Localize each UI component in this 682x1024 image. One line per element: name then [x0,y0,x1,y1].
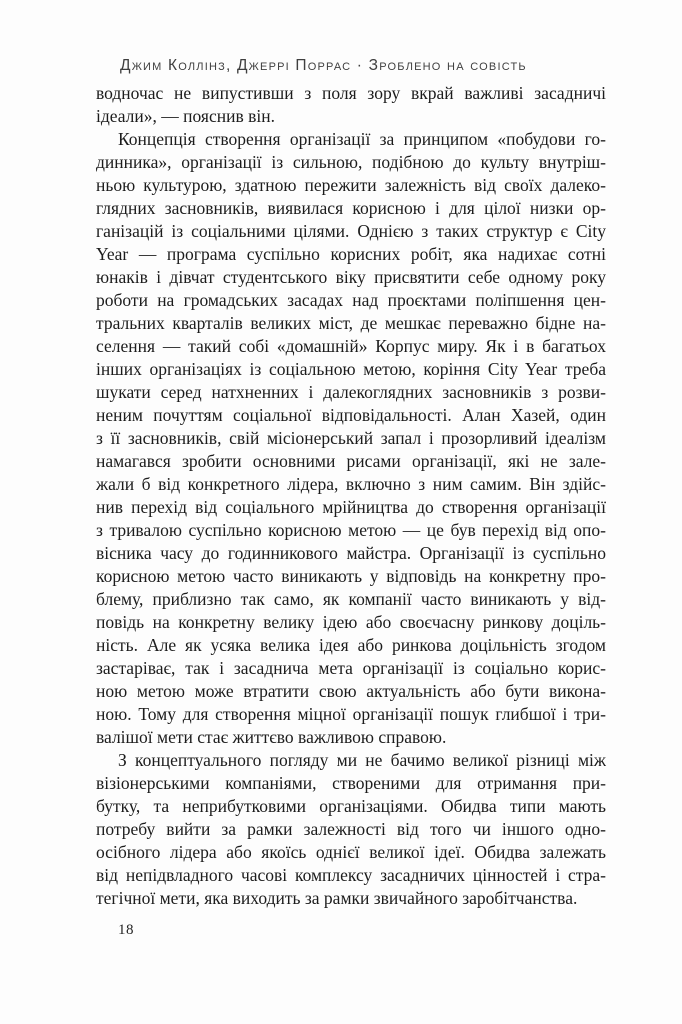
page-number: 18 [118,922,134,938]
text-line: ідеали», — пояснив він. [96,106,275,126]
paragraph [96,749,606,910]
text-line: з її засновників, свій місіонерський запал і прозорливий ідеалізм [96,428,606,448]
text-line: ність. Але як усяка велика ідея або ринкова доцільність згодом [96,635,606,655]
text-line: динника», організації із сильною, подібною до культу внутріш- [96,152,606,172]
text-line: ньою культурою, здатною пережити залежність від своїх далеко- [96,175,606,195]
text-line: валішої мети стає життєво важливою справою. [96,727,447,747]
text-line: жали б від конкретного лідера, включно з ним самим. Він здійс- [96,474,606,494]
text-line: з тривалою суспільно корисною метою — це був перехід від опо- [96,520,606,540]
text-line: ною метою може втратити свою актуальність або бути викона- [96,681,606,701]
text-line: осібного лідера або якоїсь однієї великої ідеї. Обидва залежать [96,842,606,862]
text-line: Year — програма суспільно корисних робіт, яка надихає сотні [96,244,606,264]
text-line: бутку, та неприбутковими організаціями. Обидва типи мають [96,796,606,816]
text-line: роботи на громадських засадах над проєктами поліпшення цен- [96,290,606,310]
text-line: повідь на конкретну велику ідею або своєчасну ринкову доціль- [96,612,606,632]
text-line: водночас не випустивши з поля зору вкрай важливі засадничі [96,83,606,103]
text-line: від непідвладного часові комплексу засадничих цінностей і стра- [96,865,606,885]
text-line: блему, приблизно так само, як компанії часто виникають у від- [96,589,606,609]
text-line: неним почуттям соціальної відповідальності. Алан Хазей, один [96,405,606,425]
text-line: потребу вийти за рамки залежності від того чи іншого одно- [96,819,606,839]
text-line: корисною метою часто виникають у відповідь на конкретну про- [96,566,606,586]
text-line: Концепція створення організації за принципом «побудови го- [118,129,606,149]
text-line: глядних засновників, виявилася корисною і для цілої низки ор- [96,198,606,218]
text-line: ганізацій із соціальними цілями. Однією з таких структур є City [96,221,606,241]
text-line: візіонерськими компаніями, створеними для отримання при- [96,773,606,793]
text-line: нив перехід від соціального мрійництва до створення організації [96,497,606,517]
text-line: застаріває, так і засаднича мета організації із соціально корис- [96,658,606,678]
text-line: інших організаціях із соціальною метою, коріння City Year треба [96,359,606,379]
text-line: юнаків і дівчат студентського віку присвятити себе одному року [96,267,606,287]
text-line: ною. Тому для створення міцної організації пошук глибшої і три- [96,704,606,724]
text-line: селення — такий собі «домашній» Корпус миру. Як і в багатьох [96,336,606,356]
text-line: З концептуального погляду ми не бачимо великої різниці між [118,750,606,770]
text-line: тральних кварталів великих міст, де мешкає переважно бідне на- [96,313,606,333]
text-line: шукати серед натхненних і далекоглядних засновників з розви- [96,382,606,402]
text-line: вісника часу до годинникового майстра. Організації із суспільно [96,543,606,563]
paragraph [96,82,606,128]
running-header: Джим Коллінз, Джеррі Поррас · Зроблено на совість [120,57,527,74]
text-line: тегічної мети, яка виходить за рамки звичайного заробітчанства. [96,888,578,908]
paragraph [96,128,606,749]
text-line: намагався зробити основними рисами організації, які не зале- [96,451,606,471]
text-block [96,82,606,910]
